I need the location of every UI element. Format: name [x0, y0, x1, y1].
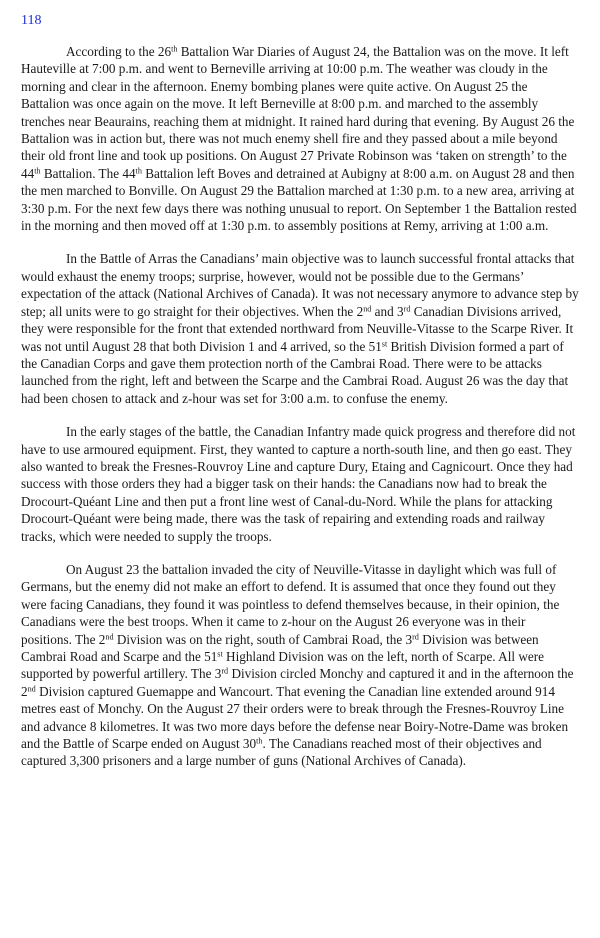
superscript: th [34, 166, 41, 176]
superscript: th [171, 44, 178, 54]
superscript: th [256, 736, 263, 746]
text-segment: Division circled Monchy and captured it and in the afternoon the 2 [21, 666, 574, 699]
text-segment: . The Canadians reached most of their objectives and captured 3,300 prisoners and a large number of guns (National Archives of Canada). [21, 736, 542, 769]
superscript: st [381, 339, 388, 348]
text-segment: On August 23 the battalion invaded the city of Neuville-Vitasse in daylight which was full of Germans, but the enemy did not make an effort to defend. It is assumed that once they found out they were facing Canadians, they found it was pointless to defend themselves because, in their opinion, the Canadians were the best troops. When it came to z-hour on the August 26 everyone was in their positions. The 2 [21, 561, 560, 647]
text-segment: Canadian Divisions arrived, they were responsible for the front that extended northward from Neuville-Vitasse to the Scarpe River. It was not until August 28 that both Division 1 and 4 arrived, so the 51 [21, 303, 574, 354]
superscript: st [217, 649, 223, 659]
text-segment: and 3 [371, 303, 404, 319]
paragraph-neuville-vitasse [21, 561, 579, 770]
text-segment: British Division formed a part of the Canadian Corps and gave them protection north of the Cambrai Road. There were to be attacks launched from the right, left and between the Scarpe and the Cambrai Road. August 26 was the day that had been chosen to attack and z-hour was set for 3:00 a.m. to confuse the enemy. [21, 338, 569, 406]
text-segment: In the Battle of Arras the Canadians’ main objective was to launch successful frontal attacks that would exhaust the enemy troops; surprise, however, would not be possible due to the Germans’ expectation of the attack (National Archives of Canada). It was not necessary anymore to advance step by step; all units were to go straight for their objectives. When the 2 [21, 251, 579, 319]
text-segment: Battalion. The 44 [40, 165, 136, 181]
page-number: 118 [21, 13, 42, 28]
superscript: nd [363, 304, 372, 314]
text-segment: Division captured Guemappe and Wancourt. That evening the Canadian line extended around 914 metres east of Monchy. On the August 27 their orders were to break through the Fresnes-Rouvroy Line and advance 8 kilometres. It was two more days before the defense near Boiry-Notre-Dame was broken and the Battle of Scarpe ended on August 30 [21, 683, 569, 752]
paragraph-war-diaries [21, 43, 579, 234]
text-segment: Battalion War Diaries of August 24, the Battalion was on the move. It left Hauteville at 7:00 p.m. and went to Berneville arriving at 10:00 p.m. The weather was cloudy in the morning and clear in the afternoon. Enemy bombing planes were quite active. On August 25 the Battalion was once again on the move. It left Berneville at 8:00 p.m. and marched to the assembly trenches near Beaurains, reaching them at midnight. It rained hard during that evening. By August 26 the Battalion was in action but, there was not much enemy shell fire and they passed about a mile beyond their old front line and took up positions. On August 27 Private Robinson was ‘taken on strength’ to the 44 [21, 44, 575, 181]
superscript: rd [412, 632, 419, 642]
superscript: nd [27, 684, 36, 694]
text-segment: Highland Division was on the left, north of Scarpe. All were supported by powerful artillery. The 3 [21, 649, 544, 682]
text-segment: According to the 26 [66, 44, 172, 59]
text-segment: Division was between Cambrai Road and Scarpe and the 51 [21, 631, 539, 664]
superscript: th [135, 166, 142, 176]
superscript: rd [221, 666, 229, 676]
text-segment: In the early stages of the battle, the Canadian Infantry made quick progress and therefore did not have to use armoured equipment. First, they wanted to capture a north-south line, and then go east. They also wanted to break the Fresnes-Rouvroy Line and capture Dury, Etaing and Cagnicourt. Once they had success with those orders they had a bigger task on their hands: the Canadians now had to break the Drocourt-Quéant Line and then put a front line west of Canal-du-Nord. While the plans for attacking Drocourt-Quéant were being made, there was the task of repairing and extending roads and railway tracks, which were needed to supply the troops. [21, 424, 576, 544]
superscript: nd [105, 632, 114, 642]
paragraph-battle-of-arras [21, 250, 579, 407]
superscript: rd [403, 304, 411, 314]
text-segment: Division was on the right, south of Cambrai Road, the 3 [113, 631, 413, 647]
text-segment: Battalion left Boves and detrained at Aubigny at 8:00 a.m. on August 28 and then the men marched to Bonville. On August 29 the Battalion marched at 1:30 p.m. to a new area, arriving at 3:30 p.m. For the next few days there was nothing unusual to report. On September 1 the Battalion rested in the morning and then moved off at 1:30 p.m. to assembly positions at Remy, arriving at 1:00 a.m. [21, 165, 577, 234]
paragraph-early-stages [21, 423, 579, 545]
